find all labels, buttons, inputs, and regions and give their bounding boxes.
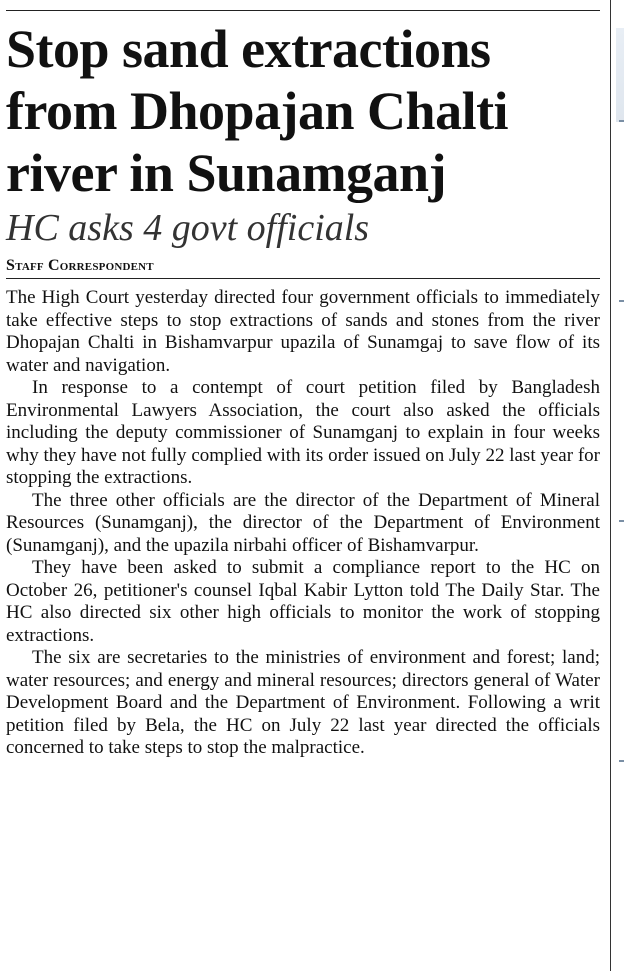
article-body: [6, 287, 600, 760]
adjacent-column-edge: [616, 28, 624, 968]
adjacent-column-mark: [619, 120, 624, 122]
headline: Stop sand extractions from Dhopajan Chalti river in Sunamganj: [6, 19, 509, 203]
column-divider: [610, 0, 611, 971]
adjacent-column-mark: [619, 760, 624, 762]
adjacent-column-mark: [619, 520, 624, 522]
subheadline: HC asks 4 govt officials: [6, 207, 370, 249]
byline: Staff Correspondent: [6, 256, 600, 279]
body-paragraph: They have been asked to submit a compliance report to the HC on October 26, petitioner's counsel Iqbal Kabir Lytton told The Daily Star. The HC also directed six other high officials to monitor the work of stopping extractions.: [6, 557, 600, 646]
body-paragraph: In response to a contempt of court petition filed by Bangladesh Environmental Lawyers Association, the court also asked the officials including the deputy commissioner of Sunamganj to explain in four weeks why they have not fully complied with its order issued on July 22 last year for stopping the extractions.: [6, 377, 600, 488]
body-paragraph: The three other officials are the director of the Department of Mineral Resources (Sunamganj), the director of the Department of Environment (Sunamganj), and the upazila nirbahi officer of Bishamvarpur.: [6, 489, 600, 556]
adjacent-column-mark: [619, 300, 624, 302]
body-paragraph: The six are secretaries to the ministries of environment and forest; land; water resources; and energy and mineral resources; directors general of Water Development Board and the Department of Environment. Following a writ petition filed by Bela, the HC on July 22 last year directed the officials concerned to take steps to stop the malpractice.: [6, 647, 600, 758]
body-paragraph: The High Court yesterday directed four government officials to immediately take effective steps to stop extractions of sands and stones from the river Dhopajan Chalti in Bishamvarpur upazila of Sunamgaj to save flow of its water and navigation.: [6, 287, 600, 376]
top-rule: [6, 10, 600, 11]
news-article: [6, 18, 600, 760]
